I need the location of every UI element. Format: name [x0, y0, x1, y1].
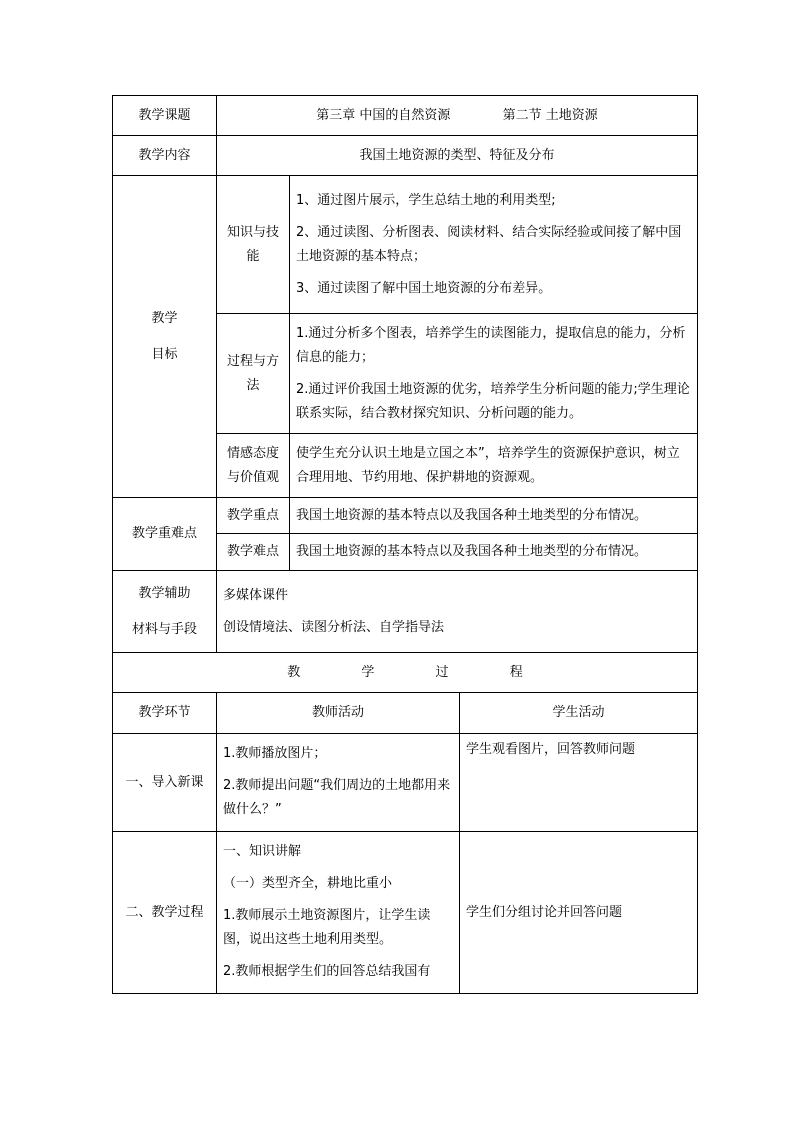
process-title: [113, 653, 698, 693]
knowledge-item: 3、通过读图了解中国土地资源的分布差异。: [296, 280, 552, 296]
focus-key-text: 我国土地资源的基本特点以及我国各种土地类型的分布情况。: [290, 498, 698, 534]
process-content: [290, 314, 698, 434]
teacher-item: （一）类型齐全，耕地比重小: [223, 876, 393, 891]
topic-chapter: 第三章 中国的自然资源: [316, 107, 451, 123]
content-value: 我国土地资源的类型、特征及分布: [217, 136, 698, 176]
process-title-char: 教: [287, 664, 301, 680]
teacher-item: 2.教师提出问题“我们周边的土地都用来做什么？”: [223, 778, 451, 817]
knowledge-content: [290, 176, 698, 314]
topic-label: 教学课题: [113, 96, 217, 136]
stage-cell: 一、导入新课: [113, 734, 217, 832]
knowledge-label: 知识与技能: [217, 176, 290, 314]
teacher-cell: [217, 832, 460, 994]
focus-difficult-label: 教学难点: [217, 534, 290, 571]
topic-section: 第二节 土地资源: [502, 107, 598, 123]
topic-value: [217, 96, 698, 136]
column-header-row: [113, 693, 698, 734]
content-row: [113, 136, 698, 176]
knowledge-item: 1、通过图片展示，学生总结土地的利用类型;: [296, 192, 556, 208]
table-row: [113, 734, 698, 832]
knowledge-item: 2、通过读图、分析图表、阅读材料、结合实际经验或间接了解中国土地资源的基本特点；: [296, 224, 682, 264]
goals-label: [113, 176, 217, 498]
focus-label: 教学重难点: [113, 498, 217, 571]
goals-label-line1: 教学: [151, 310, 178, 326]
attitude-label: 情感态度与价值观: [217, 434, 290, 498]
stage-cell: 二、教学过程: [113, 832, 217, 994]
aids-line: 创设情境法、读图分析法、自学指导法: [223, 619, 445, 635]
focus-difficult-text: 我国土地资源的基本特点以及我国各种土地类型的分布情况。: [290, 534, 698, 571]
aids-row: [113, 571, 698, 653]
teacher-item: 一、知识讲解: [223, 844, 302, 859]
student-cell: 学生观看图片，回答教师问题: [460, 734, 698, 832]
process-title-row: [113, 653, 698, 693]
aids-label-line2: 材料与手段: [131, 621, 197, 637]
process-title-char: 过: [435, 664, 449, 680]
process-title-char: 学: [361, 664, 375, 680]
focus-key-label: 教学重点: [217, 498, 290, 534]
process-label: 过程与方法: [217, 314, 290, 434]
process-title-char: 程: [509, 664, 523, 680]
teacher-item: 1.教师播放图片；: [223, 746, 327, 761]
process-item: 1.通过分析多个图表，培养学生的读图能力，提取信息的能力，分析信息的能力；: [296, 325, 686, 365]
lesson-plan-table: [112, 95, 698, 994]
column-header-student: 学生活动: [460, 693, 698, 734]
teacher-item: 1.教师展示土地资源图片，让学生读图，说出这些土地利用类型。: [223, 908, 431, 947]
student-cell: 学生们分组讨论并回答问题: [460, 832, 698, 994]
table-row: [113, 832, 698, 994]
teacher-cell: [217, 734, 460, 832]
goals-label-line2: 目标: [151, 346, 178, 362]
topic-row: [113, 96, 698, 136]
focus-key-row: [113, 498, 698, 534]
aids-label-line1: 教学辅助: [138, 585, 191, 601]
teacher-item: 2.教师根据学生们的回答总结我国有: [223, 964, 431, 979]
aids-label: [113, 571, 217, 653]
process-item: 2.通过评价我国土地资源的优劣，培养学生分析问题的能力;学生理论联系实际，结合教材探究知识、分析问题的能力。: [296, 381, 690, 421]
column-header-stage: 教学环节: [113, 693, 217, 734]
content-label: 教学内容: [113, 136, 217, 176]
goal-knowledge-row: [113, 176, 698, 314]
aids-content: [217, 571, 698, 653]
aids-line: 多媒体课件: [223, 587, 289, 603]
column-header-teacher: 教师活动: [217, 693, 460, 734]
attitude-content: 使学生充分认识土地是立国之本”，培养学生的资源保护意识，树立合理用地、节约用地、保护耕地的资源观。: [290, 434, 698, 498]
